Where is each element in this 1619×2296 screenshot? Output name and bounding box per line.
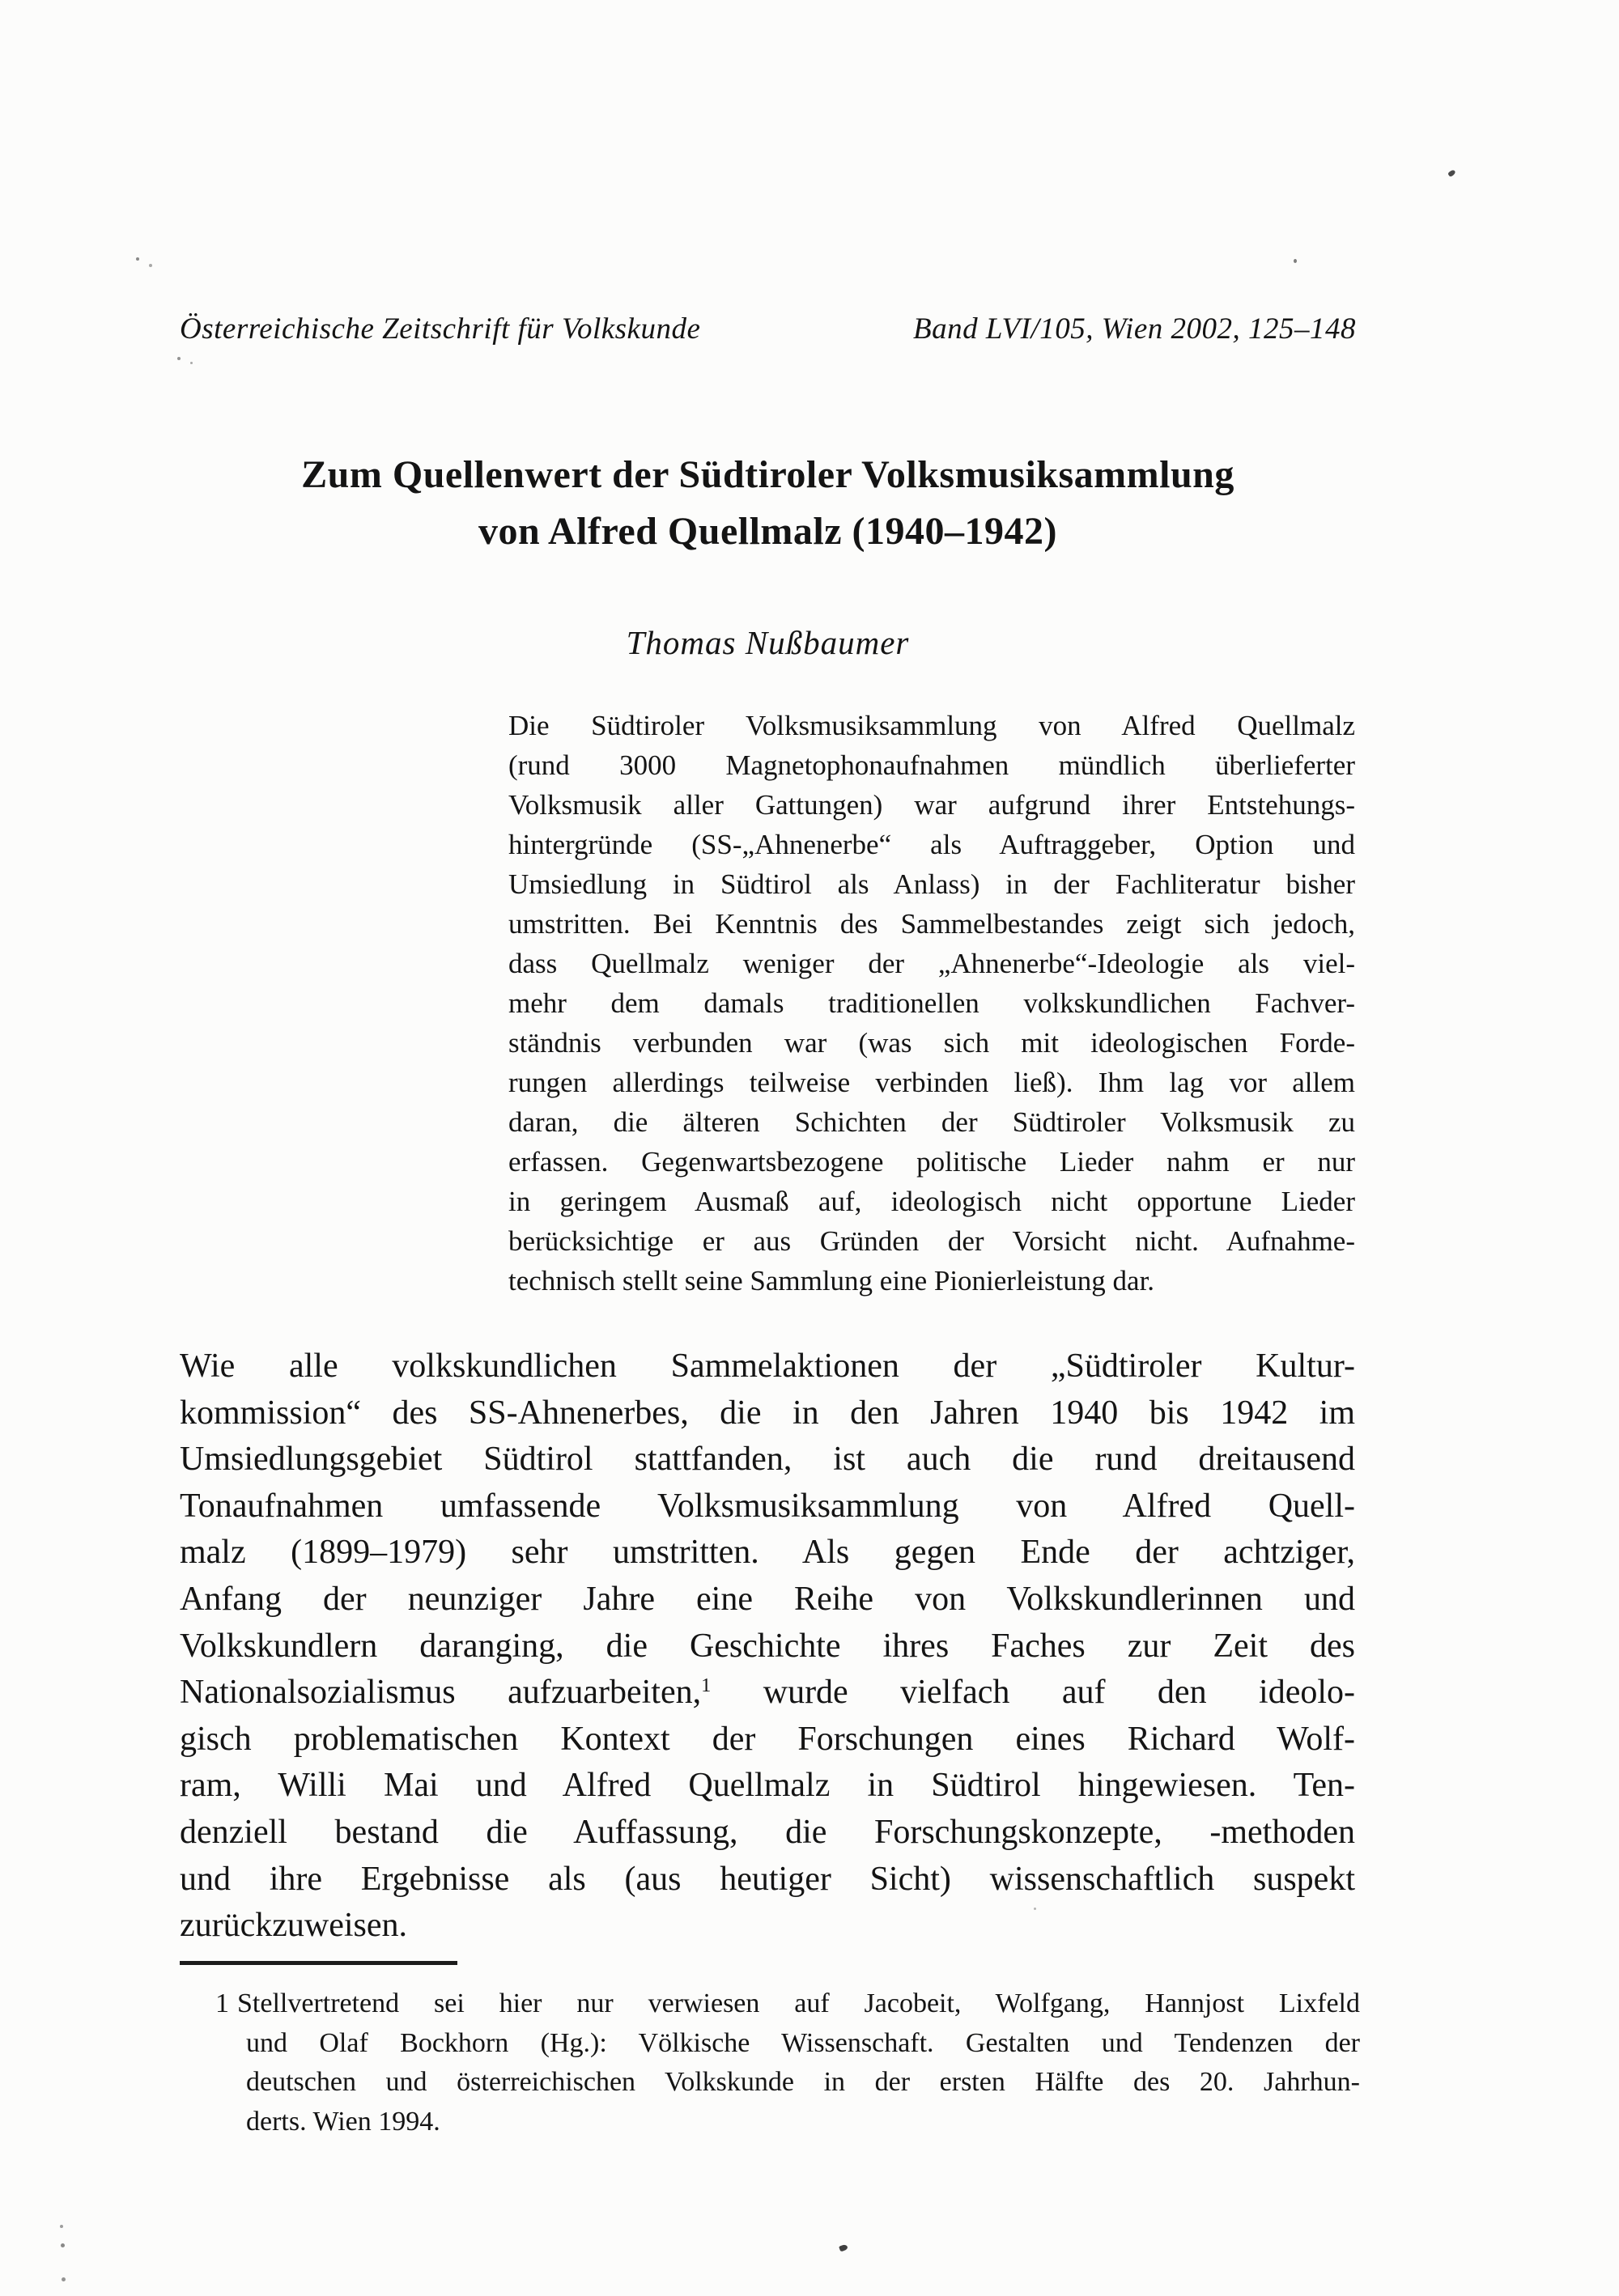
- body-line: Tonaufnahmen umfassende Volksmusiksammlung von Alfred Quell-: [180, 1487, 1355, 1525]
- abstract-line: erfassen. Gegenwartsbezogene politische Lieder nahm er nur: [508, 1146, 1355, 1178]
- body-line: ram, Willi Mai und Alfred Quellmalz in Südtirol hingewiesen. Ten-: [180, 1767, 1355, 1805]
- footnote-number: 1: [215, 1988, 229, 2018]
- scan-speck: [149, 264, 152, 267]
- abstract-line: ständnis verbunden war (was sich mit ideologischen Forde-: [508, 1027, 1355, 1059]
- article-title-line-2: von Alfred Quellmalz (1940–1942): [478, 510, 1058, 553]
- article-title-line-1: Zum Quellenwert der Südtiroler Volksmusiksammlung: [301, 453, 1234, 496]
- abstract-line: Die Südtiroler Volksmusiksammlung von Alfred Quellmalz: [508, 710, 1355, 741]
- article-author: Thomas Nußbaumer: [626, 624, 910, 661]
- body-line: zurückzuweisen.: [180, 1907, 408, 1945]
- scan-speck: [136, 257, 139, 261]
- abstract-line: Volksmusik aller Gattungen) war aufgrund ihrer Entstehungs-: [508, 789, 1355, 821]
- journal-title: Österreichische Zeitschrift für Volkskunde: [180, 312, 701, 346]
- body-line: Umsiedlungsgebiet Südtirol stattfanden, ist auch die rund dreitausend: [180, 1441, 1355, 1479]
- body-line: denziell bestand die Auffassung, die Forschungskonzepte, -methoden: [180, 1813, 1355, 1851]
- abstract-line: technisch stellt seine Sammlung eine Pionierleistung dar.: [508, 1265, 1155, 1297]
- scan-speck: [190, 362, 193, 364]
- abstract-line: umstritten. Bei Kenntnis des Sammelbestandes zeigt sich jedoch,: [508, 908, 1355, 940]
- footnote-text: Stellvertretend sei hier nur verwiesen auf Jacobeit, Wolfgang, Hannjost Lixfeld: [237, 1988, 1360, 2018]
- article-title: [180, 447, 1356, 560]
- abstract-line: (rund 3000 Magnetophonaufnahmen mündlich überlieferter: [508, 749, 1355, 781]
- body-line-with-footnote-ref: [180, 1670, 1355, 1717]
- body-line: Volkskundlern daranging, die Geschichte ihres Faches zur Zeit des: [180, 1627, 1355, 1665]
- footnote-line: [215, 1984, 1360, 2024]
- scan-speck: [62, 2277, 66, 2281]
- body-line: Wie alle volkskundlichen Sammelaktionen der „Südtiroler Kultur-: [180, 1347, 1355, 1385]
- footnote-line: derts. Wien 1994.: [246, 2106, 440, 2137]
- abstract-line: berücksichtige er aus Gründen der Vorsicht nicht. Aufnahme-: [508, 1225, 1355, 1257]
- scan-speck: [839, 2244, 848, 2252]
- scan-speck: [60, 2225, 63, 2228]
- abstract-line: rungen allerdings teilweise verbinden ließ). Ihm lag vor allem: [508, 1067, 1355, 1098]
- footnote-reference-1: 1: [701, 1674, 712, 1697]
- body-line-text: Nationalsozialismus aufzuarbeiten,: [180, 1674, 702, 1712]
- body-line: gisch problematischen Kontext der Forschungen eines Richard Wolf-: [180, 1720, 1355, 1758]
- body-line: und ihre Ergebnisse als (aus heutiger Sicht) wissenschaftlich suspekt: [180, 1860, 1355, 1898]
- scan-speck: [1447, 169, 1456, 177]
- body-paragraph: [180, 1343, 1355, 1950]
- body-line: malz (1899–1979) sehr umstritten. Als gegen Ende der achtziger,: [180, 1534, 1355, 1572]
- abstract-block: [508, 706, 1355, 1301]
- abstract-line: in geringem Ausmaß auf, ideologisch nicht opportune Lieder: [508, 1186, 1355, 1217]
- scan-speck: [1294, 259, 1297, 263]
- footnote-rule: [180, 1961, 457, 1965]
- abstract-line: Umsiedlung in Südtirol als Anlass) in der Fachliteratur bisher: [508, 868, 1355, 900]
- body-line: kommission“ des SS-Ahnenerbes, die in den Jahren 1940 bis 1942 im: [180, 1394, 1355, 1432]
- abstract-line: mehr dem damals traditionellen volkskundlichen Fachver-: [508, 987, 1355, 1019]
- journal-issue-info: Band LVI/105, Wien 2002, 125–148: [913, 312, 1356, 346]
- abstract-line: hintergründe (SS-„Ahnenerbe“ als Auftraggeber, Option und: [508, 829, 1355, 860]
- abstract-line: dass Quellmalz weniger der „Ahnenerbe“-Ideologie als viel-: [508, 948, 1355, 979]
- scan-speck: [61, 2243, 65, 2247]
- footnote-block: [215, 1984, 1360, 2141]
- body-line: Anfang der neunziger Jahre eine Reihe von Volkskundlerinnen und: [180, 1580, 1355, 1618]
- footnote-line: und Olaf Bockhorn (Hg.): Völkische Wissenschaft. Gestalten und Tendenzen der: [246, 2027, 1360, 2058]
- running-head: [180, 312, 1356, 346]
- body-line-text: wurde vielfach auf den ideolo-: [711, 1674, 1355, 1712]
- footnote-line: deutschen und österreichischen Volkskunde in der ersten Hälfte des 20. Jahrhun-: [246, 2067, 1360, 2097]
- scan-speck: [177, 357, 181, 360]
- abstract-line: daran, die älteren Schichten der Südtiroler Volksmusik zu: [508, 1106, 1355, 1138]
